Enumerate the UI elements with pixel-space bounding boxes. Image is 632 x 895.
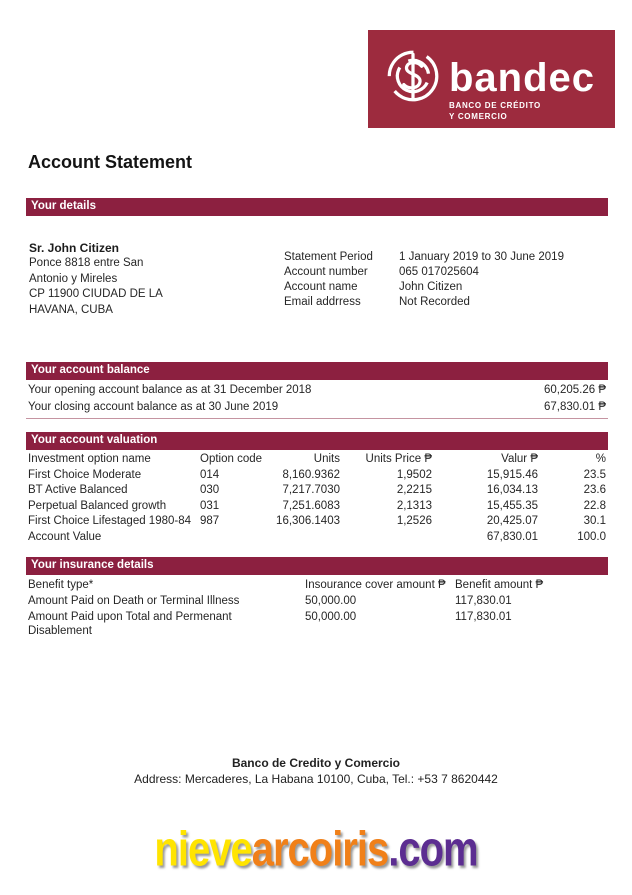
option-code: 031 <box>200 499 220 512</box>
benefit-amount: 117,830.01 <box>455 595 512 607</box>
value: 16,034.13 <box>486 484 538 496</box>
watermark-part2: arcoiris <box>251 823 389 877</box>
page-title: Account Statement <box>28 152 193 172</box>
opening-balance-label: Your opening account balance as at 31 December 2018 <box>28 383 312 396</box>
bank-address: Address: Mercaderes, La Habana 10100, Cuba, Tel.: +53 7 8620442 <box>134 772 498 786</box>
site-watermark <box>0 823 632 878</box>
col-option-code: Option code <box>200 453 263 465</box>
units: 16,306.1403 <box>276 515 340 527</box>
option-name: First Choice Lifestaged 1980-84 <box>28 515 192 527</box>
table-row <box>26 499 608 515</box>
col-benefit-amount: Benefit amount ₱ <box>455 579 544 591</box>
closing-balance-row <box>26 399 608 417</box>
field-value-account-number: 065 017025604 <box>399 266 479 278</box>
option-name: BT Active Balanced <box>28 484 128 496</box>
field-value-statement-period: 1 January 2019 to 30 June 2019 <box>399 251 564 263</box>
units-price: 2,2215 <box>396 484 432 496</box>
table-row <box>26 468 608 484</box>
units-price: 2,1313 <box>396 499 432 512</box>
valuation-table <box>26 450 608 545</box>
table-row <box>26 593 608 609</box>
total-value: 67,830.01 <box>486 530 538 543</box>
logo-subtitle-line2: Y COMERCIO <box>449 111 508 121</box>
units: 8,160.9362 <box>282 468 340 481</box>
empty-cell <box>200 531 268 545</box>
col-insurance-cover-amount: Insourance cover amount ₱ <box>305 579 446 591</box>
insurance-table <box>26 575 608 639</box>
option-name: First Choice Moderate <box>28 468 142 481</box>
field-label-email-address: Email addrress <box>284 296 361 308</box>
empty-cell <box>268 531 340 545</box>
address-line: Ponce 8818 entre San <box>29 257 144 269</box>
address-line: CP 11900 CIUDAD DE LA <box>29 288 163 300</box>
percent: 23.6 <box>583 484 606 496</box>
balance-section-header: Your account balance <box>26 362 608 380</box>
col-units-price: Units Price ₱ <box>365 453 432 465</box>
details-section-header: Your details <box>26 198 608 216</box>
units-price: 1,2526 <box>396 515 432 527</box>
benefit-type: Amount Paid on Death or Terminal Illness <box>28 595 240 607</box>
statement-fields <box>284 250 564 318</box>
closing-balance-amount: 67,830.01 ₱ <box>543 401 606 413</box>
bank-name: Banco de Credito y Comercio <box>231 756 401 770</box>
insurance-header-row <box>26 575 608 593</box>
value: 20,425.07 <box>486 515 538 527</box>
statement-footer <box>0 755 632 787</box>
empty-cell <box>340 531 432 545</box>
valuation-header-row <box>26 450 608 468</box>
units: 7,217.7030 <box>282 484 340 496</box>
logo-wordmark: bandec <box>449 56 596 100</box>
closing-balance-label: Your closing account balance as at 30 June 2019 <box>28 401 279 413</box>
units-price: 1,9502 <box>396 468 432 481</box>
recipient-name: Sr. John Citizen <box>29 241 120 255</box>
table-row <box>26 483 608 499</box>
col-units: Units <box>313 453 340 465</box>
col-benefit-type: Benefit type* <box>28 579 94 591</box>
percent: 30.1 <box>583 515 606 527</box>
percent: 23.5 <box>583 468 606 481</box>
total-label: Account Value <box>28 530 102 543</box>
option-code: 030 <box>200 484 220 496</box>
field-label-account-number: Account number <box>284 266 368 278</box>
table-row <box>26 609 608 639</box>
address-line: HAVANA, CUBA <box>29 303 113 316</box>
option-code: 014 <box>200 468 220 481</box>
benefit-type: Amount Paid upon Total and Permenant Disablement <box>28 611 232 637</box>
watermark-part1: nieve <box>154 823 252 877</box>
cover-amount: 50,000.00 <box>305 611 357 623</box>
field-label-statement-period: Statement Period <box>284 251 373 263</box>
total-percent: 100.0 <box>577 530 606 543</box>
recipient-address <box>29 240 284 318</box>
cover-amount: 50,000.00 <box>305 595 357 607</box>
col-investment-option-name: Investment option name <box>28 453 151 465</box>
header-area <box>0 0 632 128</box>
logo-subtitle-line1: BANCO DE CRÉDITO <box>449 101 541 110</box>
address-line: Antonio y Mireles <box>29 272 118 285</box>
watermark-part3: .com <box>388 823 478 877</box>
percent: 22.8 <box>583 499 606 512</box>
balance-section <box>26 380 608 419</box>
field-value-account-name: John Citizen <box>399 281 463 293</box>
field-label-account-name: Account name <box>284 281 358 293</box>
field-value-email-address: Not Recorded <box>399 296 470 308</box>
value: 15,915.46 <box>486 468 538 481</box>
col-value: Valur ₱ <box>501 453 538 465</box>
account-value-total-row <box>26 530 608 546</box>
bandec-dollar-circles-icon <box>386 49 440 103</box>
bandec-logo <box>368 30 615 128</box>
option-name: Perpetual Balanced growth <box>28 499 167 512</box>
option-code: 987 <box>200 515 220 527</box>
col-percent: % <box>595 453 606 465</box>
details-section <box>29 240 608 318</box>
logo-text <box>449 56 596 121</box>
opening-balance-row <box>26 381 608 399</box>
opening-balance-amount: 60,205.26 ₱ <box>543 383 606 396</box>
units: 7,251.6083 <box>282 499 340 512</box>
table-row <box>26 514 608 530</box>
value: 15,455.35 <box>486 499 538 512</box>
insurance-section-header: Your insurance details <box>26 557 608 575</box>
valuation-section-header: Your account valuation <box>26 432 608 450</box>
benefit-amount: 117,830.01 <box>455 611 512 623</box>
